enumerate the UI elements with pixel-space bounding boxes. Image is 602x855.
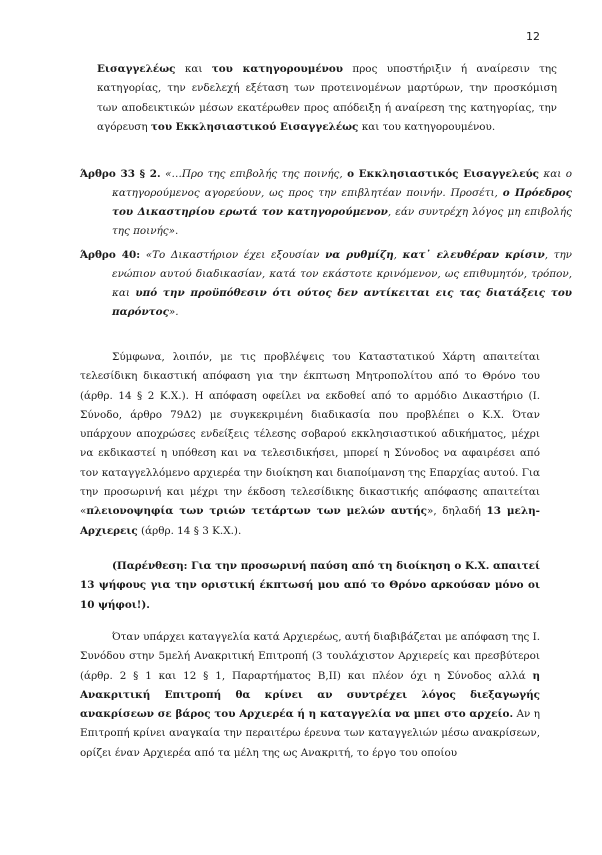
article-33-label: Άρθρο 33 § 2. [80,168,161,180]
article-40-label: Άρθρο 40: [80,249,141,261]
article-40-bold-3: υπό την προϋπόθεσιν ότι ούτος δεν αντίκειται εις τας διατάξεις του παρόντος [112,287,572,318]
intro-text-3: και του κατηγορουμένου. [358,120,496,133]
intro-text-2: προς υποστήριξιν ή αναίρεσιν της κατηγορίας, την ενδελεχή εξέταση των προτεινομένων μαρτύρων, την προσκόμιση των αποδεικτικών μέσων εκατέρωθεν προς απόδειξη ή αναίρεση της κατηγορίας, την αγόρευση [97,63,557,133]
article-33-quote [80,165,572,241]
paragraph-3-text-2: Αν η Επιτροπή κρίνει αναγκαία την περαιτέρω έρευνα των καταγγελιών μέσω ανακρίσεων, ορίζει έναν Αρχιερέα από τα μέλη της ως Ανακριτή, το έργο του οποίου [80,708,541,759]
paragraph-3-bold-1: η Ανακριτική Επιτροπή θα κρίνει αν συντρέχει λόγος διεξαγωγής ανακρίσεων σε βάρος του Αρχιερέα ή η καταγγελία να μπει στο αρχείο. [80,669,540,721]
paragraph-1-text-2: », δηλαδή [427,505,487,518]
article-33-text-1: «…Προ της επιβολής της ποινής, [160,168,348,180]
article-40-quote [80,246,572,322]
intro-text-1: και [175,63,212,75]
intro-bold-1: Εισαγγελέως [97,63,176,75]
intro-bold-2: του κατηγορουμένου [211,63,344,75]
paragraph-1-bold-2: 13 μελη-Αρχιερεις [80,505,540,537]
intro-paragraph [80,60,557,137]
article-40-text-2: , [393,249,403,261]
paragraph-3-text-1: Όταν υπάρχει καταγγελία κατά Αρχιερέως, αυτή διαβιβάζεται με απόφαση της Ι. Συνόδου στην 5μελή Ανακριτική Επιτροπή (3 τουλάχιστον Αρχιερείς και πρεσβύτεροι (άρθρ. 2 § 1 και 12 § 1, Παραρτήματος Β,ΙΙ) και πλέον όχι η Σύνοδος αλλά [80,631,540,682]
article-33-bold-2: ο Πρόεδρος του Δικαστηρίου ερωτά τον κατηγορούμενον [112,187,572,218]
paragraph-1-bold-1: πλειονοψηφία των τριών τετάρτων των μελών αυτής [86,505,428,518]
article-40-text-3: , την ενώπιον αυτού διαδικασίαν, κατά τον εκάστοτε κρινόμενον, ως επιθυμητόν, τρόπον, και [112,249,573,299]
intro-bold-3: του Εκκλησιαστικού Εισαγγελέως [150,120,359,133]
paragraph-1-text-1: Σύμφωνα, λοιπόν, με τις προβλέψεις του Καταστατικού Χάρτη απαιτείται τελεσίδικη δικαστική απόφαση για την έκπτωση Μητροπολίτου από το Θρόνο του (άρθρ. 14 § 2 Κ.Χ.). Η απόφαση οφείλει να εκδοθεί από το αρμόδιο Δικαστήριο (Ι. Σύνοδο, άρθρο 79Δ2) με συγκεκριμένη διαδικασία που προβλέπει ο Κ.Χ. Όταν υπάρχουν αποχρώσες ενδείξεις τέλεσης σοβαρού εκκλησιαστικού αδικήματος, μέχρι να εκδικαστεί η υπόθεση και να τελεσιδικήσει, μπορεί η Σύνοδος να αφαιρέσει από τον καταγγελλόμενο αρχιερέα την διοίκηση και διαποίμανση της Επαρχίας αυτού. Για την προσωρινή και μέχρι την έκδοση τελεσίδικης δικαστικής απόφασης απαιτείται « [80,351,540,518]
article-33-text-3: , εάν συντρέχη λόγος μη επιβολής της ποινής». [112,206,572,237]
paragraph-1-text-3: (άρθρ. 14 § 3 Κ.Χ.). [137,524,242,537]
paragraph-2 [80,557,540,615]
article-33-bold-1: ο Εκκλησιαστικός Εισαγγελεύς [347,168,539,180]
article-33-text-2: και ο κατηγορούμενος αγορεύουν, ως προς την επιβλητέαν ποινήν. Προσέτι, [112,168,572,199]
paragraph-1 [80,348,540,541]
paragraph-2-bold-1: Για την προσωρινή παύση από τη διοίκηση ο Κ.Χ. απαιτεί 13 ψήφους για την οριστική έκπτωσή μου από το Θρόνο αρκούσαν μόνο οι 10 ψήφοι!). [80,560,541,611]
paragraph-2-text-1: (Παρένθεση: [112,560,192,572]
paragraph-3 [80,628,540,763]
page-number: 12 [526,30,540,43]
article-40-bold-1: να ρυθμίζη [325,249,394,261]
article-40-bold-2: κατ᾽ ελευθέραν κρίσιν [402,249,545,261]
article-40-text-4: ». [168,306,179,318]
article-40-text-1: «Το Δικαστήριον έχει εξουσίαν [140,249,326,261]
